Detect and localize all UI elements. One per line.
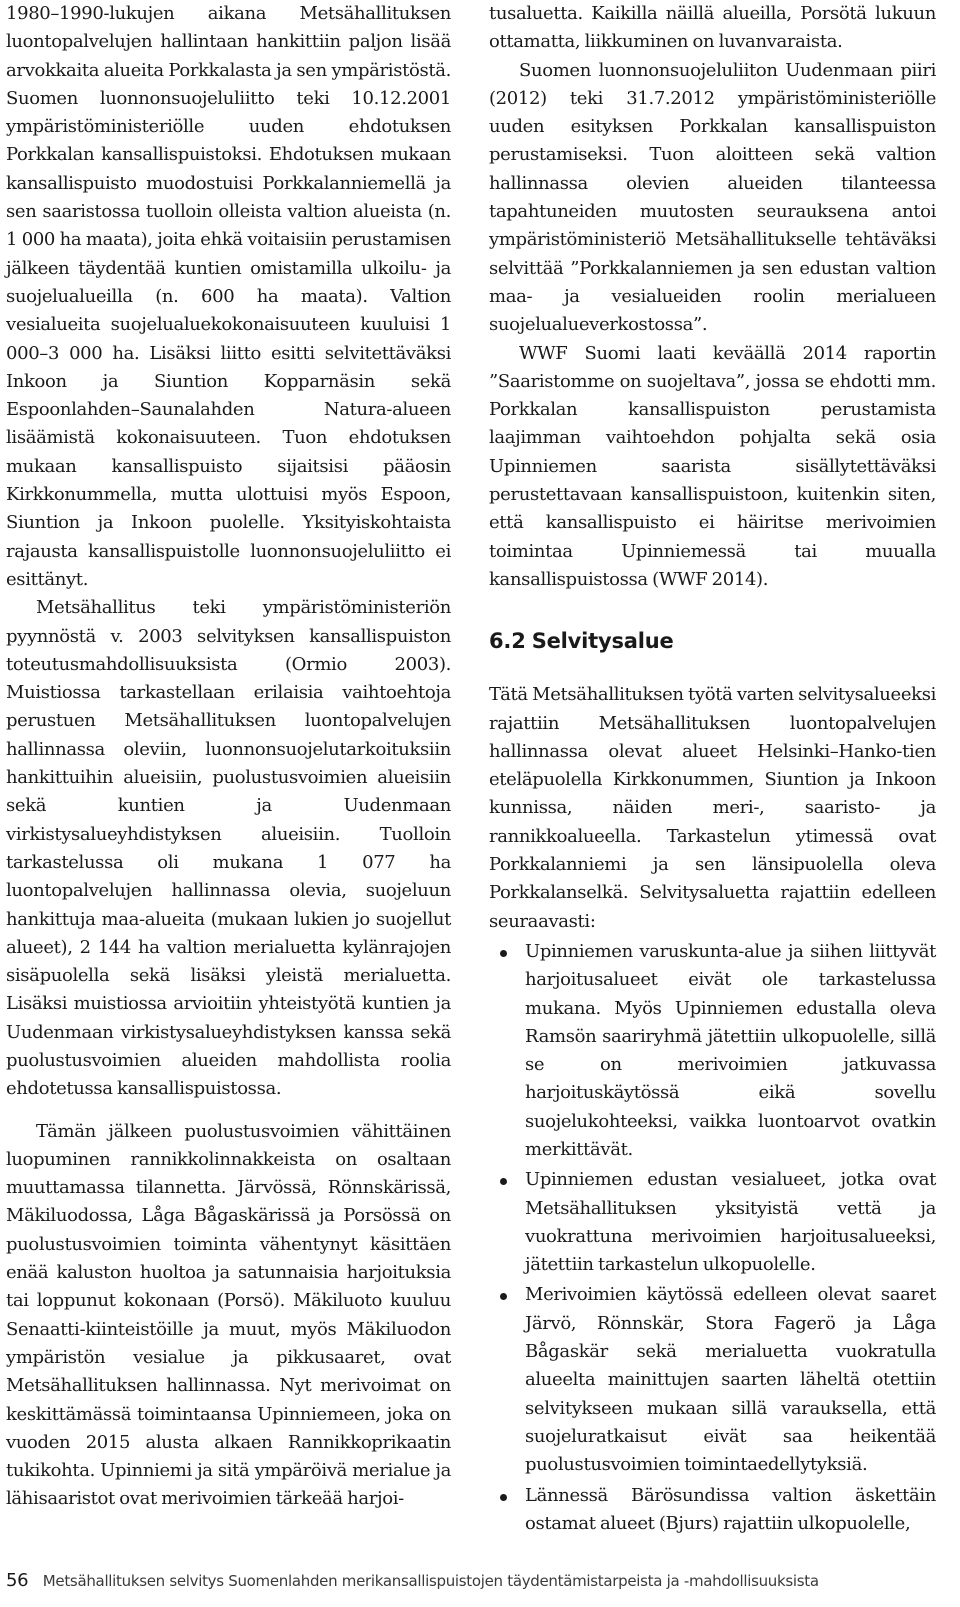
paragraph-wwf-2014: WWF Suomi laati keväällä 2014 raportin ”Saaristomme on suojeltava”, jossa se ehdotti mm. Porkkalan kansallispuiston perustamista laajimman vaihtoehdon pohjalta sekä osia Upinniemen saarista sisällytettäväksi perustettavaan kansallispuistoon, kuitenkin siten, että kansallispuisto ei häiritse merivoimien toimintaa Upinniemessä tai muualla kansallispuistossa (WWF 2014). (489, 342, 936, 590)
section-heading: 6.2 Selvitysalue (489, 629, 674, 654)
list-item-text: Merivoimien käytössä edelleen olevat saaret Järvö, Rönnskär, Stora Fagerö ja Låga Bågaskär sekä merialuetta vuokratulla alueelta mainittujen saarten läheltä otettiin selvitykseen mukaan sillä varauksella, että suojeluratkaisut eivät saa heikentää puolustusvoimien toimintaedellytyksiä. (525, 1284, 936, 1476)
paragraph-selvitysalue: Tätä Metsähallituksen työtä varten selvitysalueeksi rajattiin Metsähallituksen luontopalvelujen hallinnassa olevat alueet Helsinki–Hanko-tien eteläpuolella Kirkkonummen, Siuntion ja Inkoon kunnissa, näiden meri-, saaristo- ja rannikkoalueella. Tarkastelun ytimessä ovat Porkkalanniemi ja sen länsipuolella oleva Porkkalanselkä. Selvitysaluetta rajattiin edelleen seuraavasti: (489, 684, 937, 932)
publication-title: Metsähallituksen selvitys Suomenlahden merikansallispuistojen täydentämistarpeista ja -mahdollisuuksista (42, 1572, 819, 1590)
list-item-text: Upinniemen edustan vesialueet, jotka ovat Metsähallituksen yksityistä vettä ja vuokrattuna merivoimien harjoitusalueeksi, jätettiin tarkastelun ulkopuolelle. (525, 1169, 936, 1276)
bullet-list (489, 938, 936, 1538)
list-item-text: Lännessä Bärösundissa valtion äskettäin ostamat alueet (Bjurs) rajattiin ulkopuolelle, (525, 1484, 936, 1534)
paragraph-metsahallitus-2003: Metsähallitus teki ympäristöministeriön pyynnöstä v. 2003 selvityksen kansallispuiston toteutusmahdollisuuksista (Ormio 2003). Muistiossa tarkastellaan erilaisia vaihtoehtoja perustuen Metsähallituksen luontopalvelujen hallinnassa oleviin, luonnonsuojelutarkoituksiin hankittuihin alueisiin, puolustusvoimien alueisiin sekä kuntien ja Uudenmaan virkistysalueyhdistyksen alueisiin. Tuolloin tarkastelussa oli mukana 1 077 ha luontopalvelujen hallinnassa olevia, suojeluun hankittuja maa-alueita (mukaan lukien jo suojellut alueet), 2 144 ha valtion merialuetta kylänrajojen sisäpuolella sekä lisäksi yleistä merialuetta. Lisäksi muistiossa arvioitiin yhteistyötä kuntien ja Uudenmaan virkistysalueyhdistyksen kanssa sekä puolustusvoimien alueiden mahdollista roolia ehdotetussa kansallispuistossa. (6, 597, 451, 1100)
bullet-icon (500, 1178, 507, 1185)
paragraph-defence-forces: Tämän jälkeen puolustusvoimien vähittäinen luopuminen rannikkolinnakkeista on osaltaan muuttamassa tilannetta. Järvössä, Rönnskärissä, Mäkiluodossa, Låga Bågaskärissä ja Porsössä on puolustusvoimien toiminta vähentynyt käsittäen enää kaluston huoltoa ja satunnaisia harjoituksia tai loppunut kokonaan (Porsö). Mäkiluoto kuuluu Senaatti-kiinteistöille ja muut, myös Mäkiluodon ympäristön vesialue ja pikkusaaret, ovat Metsähallituksen hallinnassa. Nyt merivoimat on keskittämässä toimintaansa Upinniemeen, joka on vuoden 2015 alusta alkaen Rannikkoprikaatin tukikohta. Upinniemi ja sitä ympäröivä merialue ja lähisaaristot ovat merivoimien tärkeää harjoi- (6, 1120, 451, 1510)
list-item-text: Upinniemen varuskunta-alue ja siihen liittyvät harjoitusalueet eivät ole tarkastelussa mukana. Myös Upinniemen edustalla oleva Ramsön saariryhmä jätettiin ulkopuolelle, sillä se on merivoimien jatkuvassa harjoituskäytössä eikä sovellu suojelukohteeksi, vaikka luontoarvot ovatkin merkittävät. (525, 940, 936, 1160)
right-column (489, 0, 936, 1540)
bullet-icon (500, 1293, 507, 1300)
list-item (489, 1482, 936, 1539)
bullet-icon (500, 950, 507, 957)
page-number: 56 (6, 1570, 29, 1591)
paragraph-porkkala-history: 1980–1990-lukujen aikana Metsähallituksen luontopalvelujen hallintaan hankittiin paljon lisää arvokkaita alueita Porkkalasta ja sen ympäristöstä. Suomen luonnonsuojeluliitto teki 10.12.2001 ympäristöministeriölle uuden ehdotuksen Porkkalan kansallispuistoksi. Ehdotuksen mukaan kansallispuisto muodostuisi Porkkalanniemellä ja sen saaristossa tuolloin olleista valtion alueista (n. 1 000 ha maata), joita ehkä voitaisiin perustamisen jälkeen täydentää kuntien omistamilla ulkoilu- ja suojelualueilla (n. 600 ha maata). Valtion vesialueita suojelualuekokonaisuuteen kuuluisi 1 000–3 000 ha. Lisäksi liitto esitti selvitettäväksi Inkoon ja Siuntion Kopparnäsin sekä Espoonlahden–Saunalahden Natura-alueen lisäämistä kokonaisuuteen. Tuon ehdotuksen mukaan kansallispuisto sijaitsisi pääosin Kirkkonummella, mutta ulottuisi myös Espoon, Siuntion ja Inkoon puolelle. Yksityiskohtaista rajausta kansallispuistolle luonnonsuojeluliitto ei esittänyt. (6, 3, 451, 590)
list-item (489, 1281, 936, 1479)
list-item (489, 938, 936, 1164)
left-column (6, 0, 451, 1514)
page-footer (6, 1570, 936, 1591)
paragraph-continuation: tusaluetta. Kaikilla näillä alueilla, Porsötä lukuun ottamatta, liikkuminen on luvanvaraista. (489, 3, 936, 53)
paragraph-sll-2012: Suomen luonnonsuojeluliiton Uudenmaan piiri (2012) teki 31.7.2012 ympäristöministeriölle uuden esityksen Porkkalan kansallispuiston perustamiseksi. Tuon aloitteen sekä valtion hallinnassa olevien alueiden tilanteessa tapahtuneiden muutosten seurauksena antoi ympäristöministeriö Metsähallitukselle tehtäväksi selvittää ”Porkkalanniemen ja sen edustan valtion maa- ja vesialueiden roolin merialueen suojelualueverkostossa”. (489, 59, 936, 336)
bullet-icon (500, 1494, 507, 1501)
list-item (489, 1166, 936, 1279)
